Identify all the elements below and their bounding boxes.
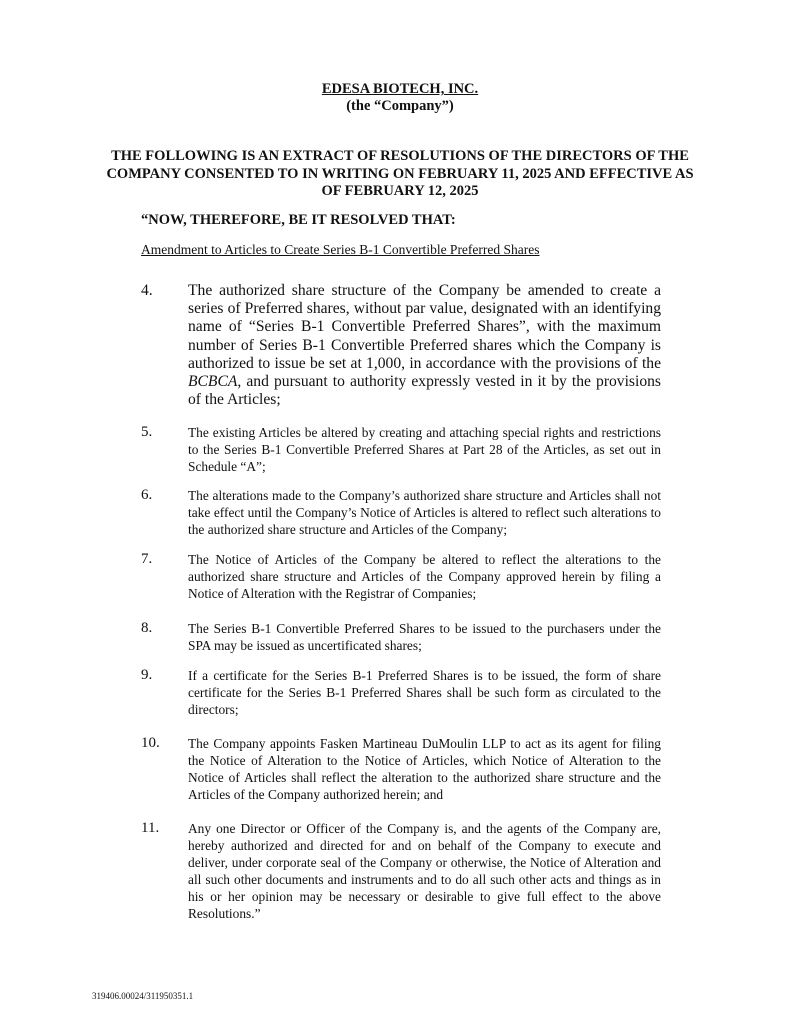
item-number: 6. [141, 487, 153, 503]
resolutions-heading: THE FOLLOWING IS AN EXTRACT OF RESOLUTIONS OF THE DIRECTORS OF THE COMPANY CONSENTED TO IN WRITING ON FEBRUARY 11, 2025 AND EFFECTIVE AS OF FEBRUARY 12, 2025 [106, 148, 694, 199]
item-number: 11. [141, 820, 160, 836]
item-text: If a certificate for the Series B-1 Preferred Shares is to be issued, the form of share certificate for the Series B-1 Preferred Shares shall be such form as circulated to the directors; [188, 668, 661, 717]
resolved-line: “NOW, THEREFORE, BE IT RESOLVED THAT: [141, 212, 456, 228]
item-text: The authorized share structure of the Company be amended to create a series of Preferred shares, without par value, designated with an identifying name of “Series B-1 Convertible Preferred Shares”, with the maximum number of Series B-1 Convertible Preferred shares which the Company is authorized to issue be set at 1,000, in accordance with the provisions of the BCBCA, and pursuant to authority expressly vested in it by the provisions of the Articles; [188, 282, 661, 409]
item-number: 10. [141, 735, 160, 751]
item-text: The existing Articles be altered by creating and attaching special rights and restrictions to the Series B-1 Convertible Preferred Shares at Part 28 of the Articles, as set out in Schedule “A”; [188, 425, 661, 474]
company-alias: (the “Company”) [346, 98, 454, 114]
section-subheading: Amendment to Articles to Create Series B-1 Convertible Preferred Shares [141, 242, 540, 257]
item-number: 7. [141, 551, 153, 567]
item-number: 4. [141, 282, 153, 299]
item-number: 5. [141, 424, 153, 440]
item-number: 9. [141, 667, 153, 683]
document-id-footer: 319406.00024/311950351.1 [92, 991, 194, 1001]
item-text: The Company appoints Fasken Martineau DuMoulin LLP to act as its agent for filing the Notice of Alteration to the Notice of Articles, which Notice of Alteration to the Notice of Articles shall reflect the alteration to the authorized share structure and the Articles of the Company authorized herein; and [188, 736, 661, 802]
item-text: The alterations made to the Company’s authorized share structure and Articles shall not take effect until the Company’s Notice of Articles is altered to reflect such alterations to the authorized share structure and Articles of the Company; [188, 488, 661, 537]
company-name: EDESA BIOTECH, INC. [321, 81, 479, 97]
item-text: The Notice of Articles of the Company be altered to reflect the alterations to the authorized share structure and Articles of the Company approved herein by filing a Notice of Alteration with the Registrar of Companies; [188, 552, 661, 601]
item-text: Any one Director or Officer of the Company is, and the agents of the Company are, hereby authorized and directed for and on behalf of the Company to execute and deliver, under corporate seal of the Company or otherwise, the Notice of Alteration and all such other documents and instruments and to do all such other acts and things as in his or her opinion may be necessary or desirable to give full effect to the above Resolutions.” [188, 821, 661, 921]
item-number: 8. [141, 620, 153, 636]
item-text: The Series B-1 Convertible Preferred Shares to be issued to the purchasers under the SPA may be issued as uncertificated shares; [188, 621, 661, 653]
